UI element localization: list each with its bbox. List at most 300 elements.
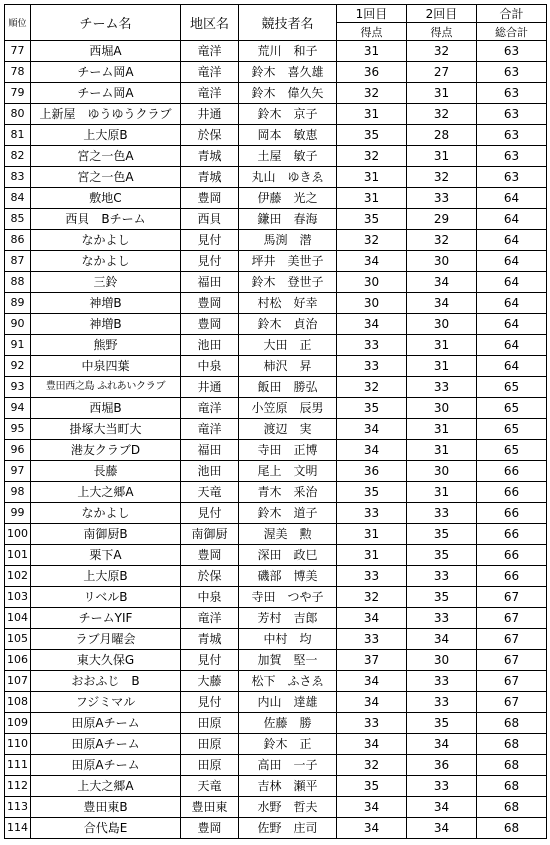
team-name-cell: なかよし: [31, 230, 181, 251]
rank-cell: 80: [5, 104, 31, 125]
round2-score-cell: 34: [407, 734, 477, 755]
round2-score-cell: 33: [407, 377, 477, 398]
table-row: [5, 377, 547, 398]
table-row: [5, 104, 547, 125]
round2-score-cell: 33: [407, 671, 477, 692]
player-name-cell: 深田 政巳: [239, 545, 337, 566]
area-cell: 於保: [181, 125, 239, 146]
rank-cell: 96: [5, 440, 31, 461]
player-name-cell: 高田 一子: [239, 755, 337, 776]
round2-score-cell: 35: [407, 545, 477, 566]
rank-cell: 86: [5, 230, 31, 251]
rank-cell: 105: [5, 629, 31, 650]
round1-score-cell: 32: [337, 587, 407, 608]
area-cell: 竜洋: [181, 41, 239, 62]
round1-score-cell: 31: [337, 104, 407, 125]
player-name-cell: 伊藤 光之: [239, 188, 337, 209]
area-cell: 豊岡: [181, 314, 239, 335]
round2-score-cell: 34: [407, 629, 477, 650]
total-score-cell: 68: [477, 755, 547, 776]
player-name-cell: 鈴木 貞治: [239, 314, 337, 335]
team-name-cell: フジミマル: [31, 692, 181, 713]
table-row: [5, 608, 547, 629]
area-cell: 南御厨: [181, 524, 239, 545]
team-name-cell: 西貝 Bチーム: [31, 209, 181, 230]
round2-score-cell: 35: [407, 524, 477, 545]
table-row: [5, 251, 547, 272]
player-name-cell: 渡辺 実: [239, 419, 337, 440]
team-name-cell: 中泉四葉: [31, 356, 181, 377]
area-cell: 池田: [181, 335, 239, 356]
total-score-cell: 66: [477, 545, 547, 566]
table-row: [5, 272, 547, 293]
round2-score-cell: 33: [407, 776, 477, 797]
team-name-cell: チーム岡A: [31, 83, 181, 104]
rank-cell: 77: [5, 41, 31, 62]
table-row: [5, 356, 547, 377]
rank-cell: 94: [5, 398, 31, 419]
round2-score-cell: 30: [407, 461, 477, 482]
round1-score-cell: 36: [337, 62, 407, 83]
round1-score-cell: 32: [337, 230, 407, 251]
rank-cell: 91: [5, 335, 31, 356]
player-name-cell: 渥美 勲: [239, 524, 337, 545]
round1-score-cell: 33: [337, 629, 407, 650]
round1-score-cell: 32: [337, 755, 407, 776]
round2-score-cell: 31: [407, 356, 477, 377]
area-cell: 池田: [181, 461, 239, 482]
table-header: [5, 5, 547, 41]
player-name-cell: 馬渕 潜: [239, 230, 337, 251]
total-score-cell: 66: [477, 503, 547, 524]
area-cell: 豊岡: [181, 818, 239, 839]
round2-score-cell: 30: [407, 314, 477, 335]
rank-cell: 89: [5, 293, 31, 314]
player-name-cell: 松下 ふさゑ: [239, 671, 337, 692]
team-name-cell: 上新屋 ゆうゆうクラブ: [31, 104, 181, 125]
player-name-cell: 中村 均: [239, 629, 337, 650]
round1-score-cell: 31: [337, 545, 407, 566]
table-row: [5, 230, 547, 251]
team-name-cell: 田原Aチーム: [31, 713, 181, 734]
header-team: チーム名: [31, 5, 181, 41]
round1-score-cell: 34: [337, 314, 407, 335]
total-score-cell: 63: [477, 41, 547, 62]
team-name-cell: 東大久保G: [31, 650, 181, 671]
rank-cell: 110: [5, 734, 31, 755]
area-cell: 豊岡: [181, 188, 239, 209]
team-name-cell: 上大原B: [31, 566, 181, 587]
team-name-cell: 宮之一色A: [31, 146, 181, 167]
round1-score-cell: 35: [337, 125, 407, 146]
round2-score-cell: 30: [407, 251, 477, 272]
header-player: 競技者名: [239, 5, 337, 41]
total-score-cell: 64: [477, 209, 547, 230]
player-name-cell: 青木 釆治: [239, 482, 337, 503]
rank-cell: 81: [5, 125, 31, 146]
rank-cell: 98: [5, 482, 31, 503]
area-cell: 豊岡: [181, 293, 239, 314]
area-cell: 福田: [181, 440, 239, 461]
player-name-cell: 磯部 博美: [239, 566, 337, 587]
rank-cell: 82: [5, 146, 31, 167]
team-name-cell: 神増B: [31, 314, 181, 335]
round2-score-cell: 35: [407, 587, 477, 608]
round1-score-cell: 34: [337, 251, 407, 272]
total-score-cell: 67: [477, 671, 547, 692]
round2-score-cell: 31: [407, 83, 477, 104]
area-cell: 田原: [181, 734, 239, 755]
player-name-cell: 丸山 ゆきゑ: [239, 167, 337, 188]
player-name-cell: 加賀 堅一: [239, 650, 337, 671]
player-name-cell: 寺田 つや子: [239, 587, 337, 608]
rank-cell: 104: [5, 608, 31, 629]
table-row: [5, 713, 547, 734]
total-score-cell: 64: [477, 230, 547, 251]
area-cell: 田原: [181, 713, 239, 734]
player-name-cell: 土屋 敏子: [239, 146, 337, 167]
round1-score-cell: 34: [337, 671, 407, 692]
total-score-cell: 64: [477, 335, 547, 356]
table-row: [5, 461, 547, 482]
team-name-cell: 熊野: [31, 335, 181, 356]
round1-score-cell: 35: [337, 209, 407, 230]
area-cell: 青城: [181, 629, 239, 650]
player-name-cell: 柿沢 昇: [239, 356, 337, 377]
round1-score-cell: 30: [337, 293, 407, 314]
player-name-cell: 内山 達雄: [239, 692, 337, 713]
round2-score-cell: 32: [407, 41, 477, 62]
area-cell: 竜洋: [181, 62, 239, 83]
area-cell: 田原: [181, 755, 239, 776]
header-round2: 2回目: [407, 5, 477, 23]
table-row: [5, 755, 547, 776]
rank-cell: 93: [5, 377, 31, 398]
round1-score-cell: 33: [337, 713, 407, 734]
total-score-cell: 67: [477, 587, 547, 608]
round2-score-cell: 29: [407, 209, 477, 230]
round1-score-cell: 31: [337, 524, 407, 545]
area-cell: 於保: [181, 566, 239, 587]
rank-cell: 88: [5, 272, 31, 293]
round1-score-cell: 35: [337, 776, 407, 797]
round2-score-cell: 34: [407, 818, 477, 839]
total-score-cell: 65: [477, 419, 547, 440]
round1-score-cell: 35: [337, 398, 407, 419]
team-name-cell: 南御厨B: [31, 524, 181, 545]
rank-cell: 85: [5, 209, 31, 230]
team-name-cell: 田原Aチーム: [31, 734, 181, 755]
area-cell: 竜洋: [181, 419, 239, 440]
area-cell: 青城: [181, 167, 239, 188]
header-grand-total: 総合計: [477, 23, 547, 41]
round1-score-cell: 34: [337, 419, 407, 440]
round2-score-cell: 34: [407, 797, 477, 818]
team-name-cell: 田原Aチーム: [31, 755, 181, 776]
player-name-cell: 鈴木 登世子: [239, 272, 337, 293]
table-row: [5, 41, 547, 62]
team-name-cell: 神増B: [31, 293, 181, 314]
team-name-cell: なかよし: [31, 503, 181, 524]
total-score-cell: 67: [477, 692, 547, 713]
table-row: [5, 440, 547, 461]
area-cell: 竜洋: [181, 83, 239, 104]
total-score-cell: 64: [477, 251, 547, 272]
player-name-cell: 鎌田 春海: [239, 209, 337, 230]
round2-score-cell: 33: [407, 692, 477, 713]
total-score-cell: 64: [477, 293, 547, 314]
round1-score-cell: 33: [337, 566, 407, 587]
header-area: 地区名: [181, 5, 239, 41]
rank-cell: 95: [5, 419, 31, 440]
rank-cell: 84: [5, 188, 31, 209]
round1-score-cell: 31: [337, 167, 407, 188]
round2-score-cell: 34: [407, 272, 477, 293]
rank-cell: 114: [5, 818, 31, 839]
round1-score-cell: 34: [337, 692, 407, 713]
table-row: [5, 524, 547, 545]
round1-score-cell: 31: [337, 41, 407, 62]
table-row: [5, 545, 547, 566]
round2-score-cell: 36: [407, 755, 477, 776]
total-score-cell: 63: [477, 146, 547, 167]
table-row: [5, 692, 547, 713]
team-name-cell: 豊田西之島 ふれあいクラブ: [31, 377, 181, 398]
player-name-cell: 村松 好幸: [239, 293, 337, 314]
total-score-cell: 68: [477, 776, 547, 797]
player-name-cell: 大田 正: [239, 335, 337, 356]
round1-score-cell: 32: [337, 83, 407, 104]
round2-score-cell: 32: [407, 230, 477, 251]
rank-cell: 83: [5, 167, 31, 188]
player-name-cell: 飯田 勝弘: [239, 377, 337, 398]
rank-cell: 108: [5, 692, 31, 713]
total-score-cell: 68: [477, 713, 547, 734]
total-score-cell: 63: [477, 125, 547, 146]
team-name-cell: 西堀A: [31, 41, 181, 62]
header-total: 合計: [477, 5, 547, 23]
player-name-cell: 小笠原 辰男: [239, 398, 337, 419]
team-name-cell: 栗下A: [31, 545, 181, 566]
total-score-cell: 66: [477, 566, 547, 587]
table-row: [5, 83, 547, 104]
area-cell: 西貝: [181, 209, 239, 230]
area-cell: 竜洋: [181, 608, 239, 629]
total-score-cell: 64: [477, 188, 547, 209]
header-rank: 順位: [5, 5, 31, 41]
total-score-cell: 64: [477, 272, 547, 293]
player-name-cell: 鈴木 正: [239, 734, 337, 755]
rank-cell: 106: [5, 650, 31, 671]
area-cell: 見付: [181, 650, 239, 671]
rank-cell: 97: [5, 461, 31, 482]
table-row: [5, 188, 547, 209]
round1-score-cell: 31: [337, 188, 407, 209]
header-round1-points: 得点: [337, 23, 407, 41]
team-name-cell: 敷地C: [31, 188, 181, 209]
rank-cell: 78: [5, 62, 31, 83]
table-row: [5, 419, 547, 440]
rank-cell: 99: [5, 503, 31, 524]
round1-score-cell: 32: [337, 146, 407, 167]
player-name-cell: 鈴木 京子: [239, 104, 337, 125]
player-name-cell: 鈴木 偉久矢: [239, 83, 337, 104]
table-row: [5, 125, 547, 146]
rank-cell: 87: [5, 251, 31, 272]
team-name-cell: 三鈴: [31, 272, 181, 293]
rank-cell: 101: [5, 545, 31, 566]
table-row: [5, 650, 547, 671]
table-row: [5, 146, 547, 167]
table-row: [5, 776, 547, 797]
round2-score-cell: 31: [407, 440, 477, 461]
total-score-cell: 66: [477, 482, 547, 503]
team-name-cell: 合代島E: [31, 818, 181, 839]
area-cell: 青城: [181, 146, 239, 167]
total-score-cell: 68: [477, 818, 547, 839]
round2-score-cell: 31: [407, 146, 477, 167]
area-cell: 井通: [181, 104, 239, 125]
area-cell: 見付: [181, 251, 239, 272]
player-name-cell: 吉林 瀬平: [239, 776, 337, 797]
team-name-cell: 豊田東B: [31, 797, 181, 818]
round2-score-cell: 33: [407, 188, 477, 209]
table-body: [5, 41, 547, 839]
round1-score-cell: 33: [337, 356, 407, 377]
player-name-cell: 佐藤 勝: [239, 713, 337, 734]
table-row: [5, 209, 547, 230]
round2-score-cell: 33: [407, 503, 477, 524]
total-score-cell: 66: [477, 524, 547, 545]
total-score-cell: 67: [477, 608, 547, 629]
total-score-cell: 65: [477, 398, 547, 419]
table-row: [5, 797, 547, 818]
results-table: [4, 4, 547, 839]
round2-score-cell: 35: [407, 713, 477, 734]
round2-score-cell: 27: [407, 62, 477, 83]
total-score-cell: 64: [477, 314, 547, 335]
player-name-cell: 水野 哲夫: [239, 797, 337, 818]
total-score-cell: 64: [477, 356, 547, 377]
rank-cell: 103: [5, 587, 31, 608]
team-name-cell: 上大之郷A: [31, 776, 181, 797]
area-cell: 見付: [181, 230, 239, 251]
team-name-cell: 上大之郷A: [31, 482, 181, 503]
total-score-cell: 68: [477, 734, 547, 755]
round2-score-cell: 33: [407, 608, 477, 629]
area-cell: 中泉: [181, 356, 239, 377]
player-name-cell: 岡本 敏恵: [239, 125, 337, 146]
header-round2-points: 得点: [407, 23, 477, 41]
table-row: [5, 503, 547, 524]
round2-score-cell: 31: [407, 419, 477, 440]
total-score-cell: 63: [477, 62, 547, 83]
team-name-cell: 港友クラブD: [31, 440, 181, 461]
player-name-cell: 荒川 和子: [239, 41, 337, 62]
rank-cell: 102: [5, 566, 31, 587]
round1-score-cell: 34: [337, 608, 407, 629]
table-row: [5, 398, 547, 419]
area-cell: 竜洋: [181, 398, 239, 419]
rank-cell: 109: [5, 713, 31, 734]
table-row: [5, 587, 547, 608]
team-name-cell: おおふじ B: [31, 671, 181, 692]
team-name-cell: 宮之一色A: [31, 167, 181, 188]
round1-score-cell: 34: [337, 818, 407, 839]
player-name-cell: 芳村 吉郎: [239, 608, 337, 629]
area-cell: 豊田東: [181, 797, 239, 818]
area-cell: 天竜: [181, 482, 239, 503]
table-row: [5, 734, 547, 755]
total-score-cell: 63: [477, 104, 547, 125]
rank-cell: 100: [5, 524, 31, 545]
team-name-cell: 上大原B: [31, 125, 181, 146]
team-name-cell: 長藤: [31, 461, 181, 482]
team-name-cell: チームYIF: [31, 608, 181, 629]
round2-score-cell: 32: [407, 167, 477, 188]
player-name-cell: 佐野 庄司: [239, 818, 337, 839]
player-name-cell: 坪井 美世子: [239, 251, 337, 272]
team-name-cell: リベルB: [31, 587, 181, 608]
area-cell: 井通: [181, 377, 239, 398]
table-row: [5, 293, 547, 314]
total-score-cell: 63: [477, 83, 547, 104]
total-score-cell: 65: [477, 377, 547, 398]
round2-score-cell: 32: [407, 104, 477, 125]
table-row: [5, 629, 547, 650]
round2-score-cell: 31: [407, 482, 477, 503]
table-row: [5, 335, 547, 356]
round2-score-cell: 30: [407, 398, 477, 419]
round1-score-cell: 33: [337, 335, 407, 356]
round2-score-cell: 34: [407, 293, 477, 314]
area-cell: 見付: [181, 503, 239, 524]
area-cell: 大藤: [181, 671, 239, 692]
team-name-cell: 西堀B: [31, 398, 181, 419]
rank-cell: 107: [5, 671, 31, 692]
player-name-cell: 尾上 文明: [239, 461, 337, 482]
total-score-cell: 65: [477, 440, 547, 461]
area-cell: 天竜: [181, 776, 239, 797]
round1-score-cell: 37: [337, 650, 407, 671]
total-score-cell: 66: [477, 461, 547, 482]
total-score-cell: 63: [477, 167, 547, 188]
table-row: [5, 566, 547, 587]
player-name-cell: 寺田 正博: [239, 440, 337, 461]
round2-score-cell: 31: [407, 335, 477, 356]
table-row: [5, 482, 547, 503]
round1-score-cell: 33: [337, 503, 407, 524]
area-cell: 豊岡: [181, 545, 239, 566]
team-name-cell: チーム岡A: [31, 62, 181, 83]
table-row: [5, 671, 547, 692]
round1-score-cell: 32: [337, 377, 407, 398]
area-cell: 中泉: [181, 587, 239, 608]
round1-score-cell: 34: [337, 734, 407, 755]
rank-cell: 79: [5, 83, 31, 104]
round1-score-cell: 36: [337, 461, 407, 482]
table-row: [5, 314, 547, 335]
area-cell: 見付: [181, 692, 239, 713]
round2-score-cell: 33: [407, 566, 477, 587]
team-name-cell: 掛塚大当町大: [31, 419, 181, 440]
header-round1: 1回目: [337, 5, 407, 23]
player-name-cell: 鈴木 喜久雄: [239, 62, 337, 83]
rank-cell: 90: [5, 314, 31, 335]
total-score-cell: 67: [477, 629, 547, 650]
round1-score-cell: 30: [337, 272, 407, 293]
rank-cell: 113: [5, 797, 31, 818]
